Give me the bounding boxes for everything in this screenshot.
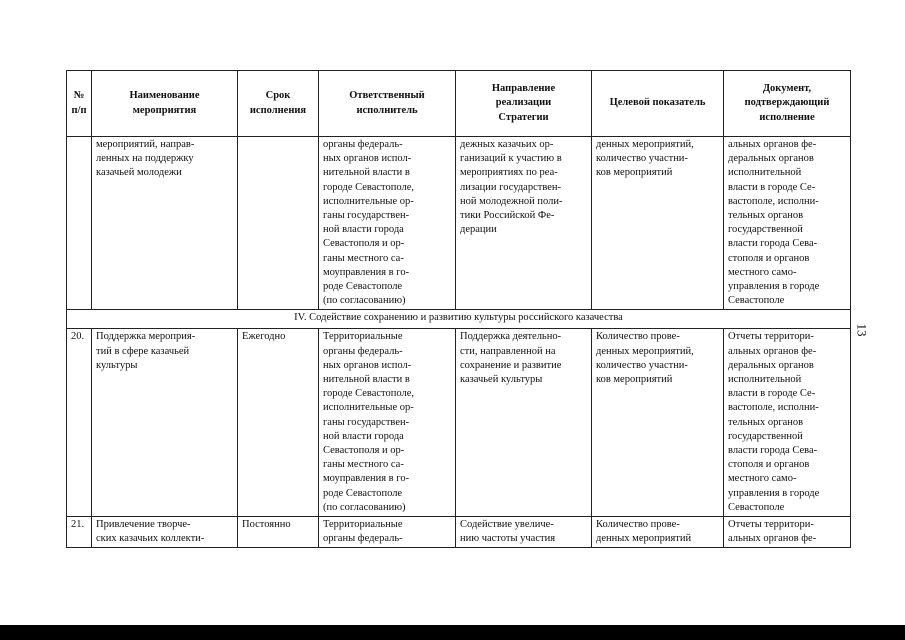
row-responsible: органы федераль- ных органов испол- нительной власти в городе Севастополе, исполнительные ор- ганы государствен- ной власти города Севастополя и ор- ганы местного са- моуправления в го- роде Севастополе (по согласованию): [319, 137, 456, 310]
table-row: [67, 137, 851, 310]
plan-table: [66, 70, 851, 548]
header-name: Наименование мероприятия: [92, 71, 238, 137]
row-term: [238, 137, 319, 310]
row-indicator: денных мероприятий, количество участни- ков мероприятий: [592, 137, 724, 310]
row-name: Поддержка мероприя- тий в сфере казачьей культуры: [92, 329, 238, 517]
row-num: [67, 137, 92, 310]
row-responsible: Территориальные органы федераль-: [319, 517, 456, 548]
row-direction: Поддержка деятельно- сти, направленной на сохранение и развитие казачьей культуры: [456, 329, 592, 517]
row-document: Отчеты территори- альных органов фе- деральных органов исполнительной власти в городе Се- вастополе, исполни- тельных органов государственной власти города Сева- стополя и органов местного само- управления в городе Севастополе: [724, 329, 851, 517]
row-document: Отчеты территори- альных органов фе-: [724, 517, 851, 548]
page-number: 13: [854, 323, 870, 337]
row-num: 20.: [67, 329, 92, 517]
scan-border: [0, 625, 905, 640]
table-row: [67, 329, 851, 517]
row-responsible: Территориальные органы федераль- ных органов испол- нительной власти в городе Севастополе, исполнительные ор- ганы государствен- ной власти города Севастополя и ор- ганы местного са- моуправления в го- роде Севастополе (по согласованию): [319, 329, 456, 517]
row-name: мероприятий, направ- ленных на поддержку казачьей молодежи: [92, 137, 238, 310]
row-term: Ежегодно: [238, 329, 319, 517]
header-responsible: Ответственный исполнитель: [319, 71, 456, 137]
row-name: Привлечение творче- ских казачьих коллекти-: [92, 517, 238, 548]
table-header-row: [67, 71, 851, 137]
row-direction: Содействие увеличе- нию частоты участия: [456, 517, 592, 548]
table-row: [67, 517, 851, 548]
row-document: альных органов фе- деральных органов исполнительной власти в городе Се- вастополе, исполни- тельных органов государственной власти города Сева- стополя и органов местного само- управления в городе Севастополе: [724, 137, 851, 310]
row-num: 21.: [67, 517, 92, 548]
section-row: [67, 310, 851, 329]
header-document: Документ, подтверждающий исполнение: [724, 71, 851, 137]
row-direction: дежных казачьих ор- ганизаций к участию в мероприятиях по реа- лизации государствен- ной молодежной поли- тики Российской Фе- дерации: [456, 137, 592, 310]
section-title: IV. Содействие сохранению и развитию культуры российского казачества: [67, 310, 851, 329]
row-term: Постоянно: [238, 517, 319, 548]
header-direction: Направление реализации Стратегии: [456, 71, 592, 137]
header-indicator: Целевой показатель: [592, 71, 724, 137]
row-indicator: Количество прове- денных мероприятий: [592, 517, 724, 548]
row-indicator: Количество прове- денных мероприятий, количество участни- ков мероприятий: [592, 329, 724, 517]
header-num: № п/п: [67, 71, 92, 137]
header-term: Срок исполнения: [238, 71, 319, 137]
